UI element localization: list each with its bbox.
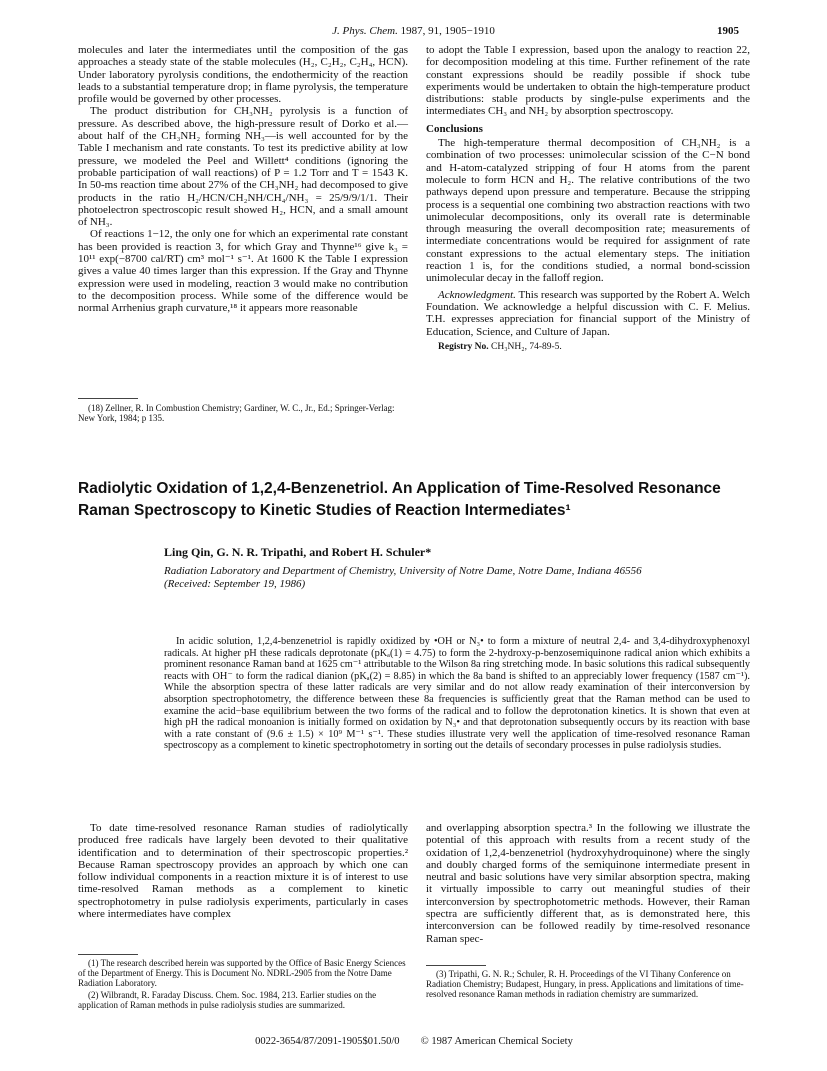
article-title: Radiolytic Oxidation of 1,2,4-Benzenetriol. An Application of Time-Resolved Resonance Raman Spectroscopy to Kinetic Studies of Reaction Intermediates¹ xyxy=(78,480,721,519)
article-authors: Ling Qin, G. N. R. Tripathi, and Robert H. Schuler* xyxy=(164,545,432,559)
footnote: (3) Tripathi, G. N. R.; Schuler, R. H. Proceedings of the VI Tihany Conference on Radiation Chemistry; Budapest, Hungary, in press. Applications and limitations of time-resolved resonance Raman methods in radiation chemistry are summarized. xyxy=(426,969,744,1000)
affiliation-text: Radiation Laboratory and Department of Chemistry, University of Notre Dame, Notre Dame, Indiana 46556 xyxy=(164,565,642,577)
page-footer xyxy=(78,1036,750,1047)
body-right-column xyxy=(426,822,750,945)
registry-line xyxy=(426,341,750,353)
article-footnote-right xyxy=(426,969,750,1001)
article-footnotes-left xyxy=(78,958,408,1011)
footnote-rule xyxy=(78,954,138,955)
received-date: (Received: September 19, 1986) xyxy=(164,578,306,590)
acknowledgment-paragraph xyxy=(426,289,750,338)
acknowledgment-text: This research was supported by the Robert A. Welch Foundation. We acknowledge a helpful discussion with C. F. Melius. T.H. expresses appreciation for financial support of the Ministry of Education, Science, and Culture of Japan. xyxy=(426,288,750,338)
article-abstract xyxy=(164,636,750,752)
registry-text: CH₃NH₂, 74-89-5. xyxy=(491,341,562,352)
page-number: 1905 xyxy=(717,25,739,37)
author-affiliation xyxy=(164,565,750,591)
article-code: 0022-3654/87/2091-1905$01.50/0 xyxy=(255,1036,400,1047)
body-paragraph: molecules and later the intermediates until the composition of the gas approaches a steady state of the stable molecules (H₂, C₂H₂, C₂H₄, HCN). Under laboratory pyrolysis conditions, the endothermicity of the reaction leads to a substantial temperature drop; in flame pyrolysis, the temperature profile would be governed by other processes. xyxy=(78,44,408,106)
prev-article-right-column xyxy=(426,44,750,353)
body-paragraph: to adopt the Table I expression, based upon the analogy to reaction 22, for decomposition modeling at this time. Further refinement of the rate constant expressions should be readily possible if shock tube experiments would be undertaken to obtain the high-temperature product distributions: stable products by single-pulse experiments and the intermediates CH₃ and NH₂ by absorption spectroscopy. xyxy=(426,44,750,118)
prev-article-footnote xyxy=(78,403,408,424)
footnote: (2) Wilbrandt, R. Faraday Discuss. Chem. Soc. 1984, 213. Earlier studies on the application of Raman methods in pulse radiolysis studies are summarized. xyxy=(78,989,377,1010)
running-header xyxy=(0,25,827,41)
prev-article-left-column xyxy=(78,44,408,315)
body-paragraph: Of reactions 1−12, the only one for which an experimental rate constant has been provided is reaction 3, for which Gray and Thynne¹⁶ give k₃ = 10¹¹ exp(−8700 cal/RT) cm³ mol⁻¹ s⁻¹. At 1600 K the Table I expression gives a value 40 times larger than this expression. If the Gray and Thynne expression were used in modeling, reaction 3 would make no contribution to the decomposition process. While some of the difference would be normal Arrhenius graph curvature,¹⁸ it appears more reasonable xyxy=(78,228,408,315)
body-paragraph: The product distribution for CH₃NH₂ pyrolysis is a function of pressure. As described above, the high-pressure result of Dorko et al.—about half of the CH₃NH₂ forming NH₃—is well accounted for by the Table I mechanism and rate constants. To test its predictive ability at low pressure, we modeled the Peel and Willett⁴ conditions (ignoring the probable participation of wall reactions) of P = 1.2 Torr and T = 1543 K. In 50-ms reaction time about 27% of the CH₃NH₂ had decomposed to give products in the ratio H₂/HCN/CH₂NH/CH₄/NH₃ = 25/9/9/1/1. Their photoelectron spectroscopic result showed H₂, HCN, and a small amount of NH₃. xyxy=(78,105,408,229)
abstract-text: In acidic solution, 1,2,4-benzenetriol is rapidly oxidized by •OH or N₃• to form a mixture of neutral 2,4- and 3,4-dihydroxyphenoxyl radicals. At higher pH these radicals deprotonate (pKₐ(1) = 4.75) to form the 2-hydroxy-p-benzosemiquinone radical anion which exhibits a prominent resonance Raman band at 1625 cm⁻¹ attributable to the Wilson 8a ring stretching mode. In basic solutions this radical subsequently reacts with OH⁻ to form the radical dianion (pKₐ(2) = 8.85) in which the 8a band is shifted to an appreciably lower frequency (1587 cm⁻¹). While the absorption spectra of these latter radicals are very similar and do not allow ready examination of their interconversion by absorption spectrophotometry, the difference between these 8a frequencies is sufficiently great that the Raman method can be used to examine the acid−base equilibrium between the two forms of the radical and to follow the deprotonation kinetics. It is shown that even at high pH the radical monoanion is initially formed on oxidation by N₃• and that deprotonation subsequently occurs by its reaction with base with a rate constant of (9.6 ± 1.5) × 10⁹ M⁻¹ s⁻¹. These studies illustrate very well the application of time-resolved resonance Raman spectroscopy as a complement to kinetic spectrophotometry in sorting out the details of secondary processes in pulse radiolysis studies. xyxy=(164,636,750,752)
year-volume-pages: 1987, 91, 1905−1910 xyxy=(400,25,495,37)
footnote: (18) Zellner, R. In Combustion Chemistry; Gardiner, W. C., Jr., Ed.; Springer-Verlag: New York, 1984; p 135. xyxy=(78,403,395,424)
section-heading-conclusions: Conclusions xyxy=(426,122,483,135)
body-paragraph: and overlapping absorption spectra.³ In the following we illustrate the potential of this approach with results from a recent study of the oxidation of 1,2,4-benzenetriol (hydroxyhydroquinone) where the singly and doubly charged forms of the semiquinone intermediate present in neutral and basic solutions have very similar absorption spectra, making it virtually impossible to carry out meaningful studies of their interconversion by spectrophotometric methods. However, their Raman spectra are sufficiently different that, as is demonstrated here, this interconversion can be followed readily by time-resolved resonance Raman spec- xyxy=(426,822,750,945)
body-left-column xyxy=(78,822,408,920)
journal-name: J. Phys. Chem. xyxy=(332,25,398,37)
registry-label: Registry No. xyxy=(438,341,489,352)
conclusions-paragraph: The high-temperature thermal decomposition of CH₃NH₂ is a combination of two processes: unimolecular scission of the C−N bond and H-atom-catalyzed stripping of four H atoms from the parent molecule to form HCN and H₂. The relative contributions of the two pathways depend upon pressure and temperature. Because the stripping process is a sequential one combining two abstraction reactions with two unimolecular decompositions, only its overall rate is determinable through measuring the overall decomposition rate; measurements of intermediate concentrations would be required for assignment of rate constant expressions to the actual elementary steps. The initiation reaction 1 is, for the conditions studied, a normal bond-scission unimolecular decay in the falloff region. xyxy=(426,137,750,285)
footnote: (1) The research described herein was supported by the Office of Basic Energy Sciences of the Department of Energy. This is Document No. NDRL-2905 from the Notre Dame Radiation Laboratory. xyxy=(78,958,406,989)
body-paragraph: To date time-resolved resonance Raman studies of radiolytically produced free radicals have largely been devoted to their qualitative identification and to determination of their spectroscopic properties.² Because Raman spectroscopy provides an approach by which one can follow individual components in a reaction mixture it is of interest to use time-resolved Raman methods as a complement to kinetic spectrophotometry in pulse radiolysis experiments, particularly in cases where intermediates have complex xyxy=(78,822,408,921)
footnote-rule xyxy=(78,398,138,399)
footnote-rule xyxy=(426,965,486,966)
copyright: © 1987 American Chemical Society xyxy=(420,1036,573,1047)
acknowledgment-label: Acknowledgment. xyxy=(438,288,516,301)
